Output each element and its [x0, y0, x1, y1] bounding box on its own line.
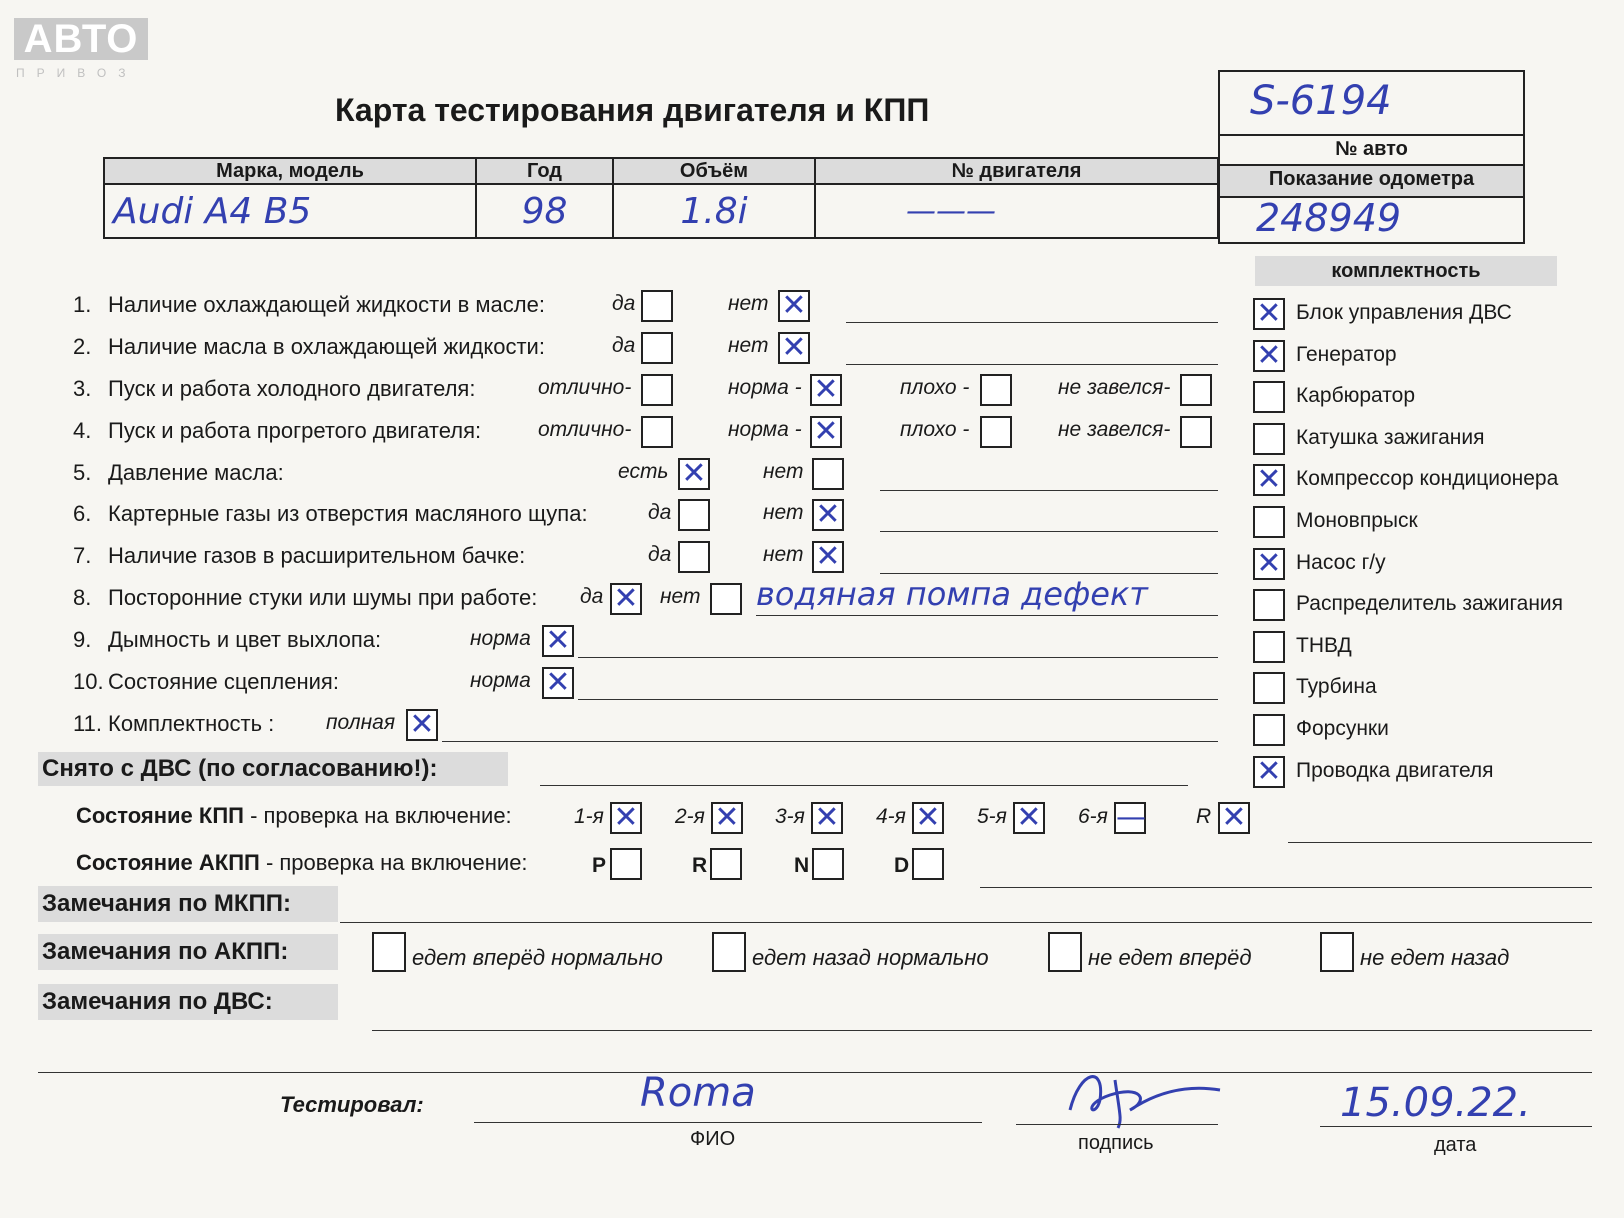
check-note: водяная помпа дефект — [756, 575, 1148, 613]
check-option-label: отлично- — [538, 418, 632, 441]
gear-checkbox-mark: ✕ — [915, 800, 941, 835]
check-yes-box[interactable] — [641, 332, 673, 364]
gear-checkbox[interactable] — [711, 802, 743, 834]
header-volume: Объём — [679, 159, 749, 182]
kpp-label: Состояние КПП - проверка на включение: — [76, 803, 512, 828]
answer-line — [756, 615, 1218, 616]
equipment-item-label: Блок управления ДВС — [1296, 301, 1512, 324]
check-question: Комплектность : — [108, 711, 275, 736]
gear-checkbox-mark: ✕ — [1016, 800, 1042, 835]
check-no-box-mark: ✕ — [815, 539, 841, 574]
check-no-label: нет — [763, 501, 804, 524]
equipment-checkbox-7[interactable] — [1253, 589, 1285, 621]
check-question: Дымность и цвет выхлопа: — [108, 627, 382, 652]
check-yes-label: да — [648, 543, 672, 566]
akpp-remark-checkbox[interactable] — [1048, 932, 1082, 972]
check-no-box-mark: ✕ — [781, 330, 807, 365]
remarks-mkpp-label: Замечания по МКПП: — [42, 890, 292, 917]
check-number: 11. — [73, 711, 102, 736]
car-info-table — [103, 157, 1219, 239]
gear-label: 3-я — [775, 805, 805, 828]
gear-label: 6-я — [1078, 805, 1108, 828]
equipment-item-label: ТНВД — [1296, 633, 1352, 657]
equipment-checkbox-11-mark: ✕ — [1256, 753, 1282, 789]
check-yes-box[interactable] — [678, 458, 710, 490]
check-number: 9. — [73, 627, 92, 652]
check-yes-box[interactable] — [678, 541, 710, 573]
check-number: 4. — [73, 418, 92, 443]
akpp-position-label: D — [894, 854, 910, 877]
equipment-item-label: Генератор — [1296, 342, 1397, 366]
check-number: 8. — [73, 585, 92, 610]
akpp-remark-checkbox[interactable] — [372, 932, 406, 972]
akpp-remark-label: не едет назад — [1360, 945, 1510, 970]
equipment-checkbox-3[interactable] — [1253, 423, 1285, 455]
check-question: Пуск и работа холодного двигателя: — [108, 376, 476, 401]
check-option-box[interactable] — [1180, 416, 1212, 448]
check-no-box[interactable] — [778, 290, 810, 322]
date-value: 15.09.22. — [1340, 1080, 1531, 1126]
check-yes-box-mark: ✕ — [681, 456, 707, 491]
odometer-label: Показание одометра — [1268, 168, 1475, 190]
akpp-label: Состояние АКПП - проверка на включение: — [76, 850, 528, 875]
model-value: Audi A4 B5 — [113, 190, 312, 232]
akpp-position-label: P — [592, 854, 607, 877]
akpp-position-box[interactable] — [912, 848, 944, 880]
gear-checkbox[interactable] — [610, 802, 642, 834]
check-yes-box[interactable] — [678, 499, 710, 531]
gear-checkbox[interactable] — [811, 802, 843, 834]
answer-line — [846, 364, 1218, 365]
check-option-box-mark: ✕ — [813, 372, 839, 407]
check-option-label: норма - — [728, 418, 802, 441]
akpp-position-label: R — [692, 854, 708, 877]
check-question: Наличие газов в расширительном бачке: — [108, 543, 526, 568]
akpp-remark-label: едет назад нормально — [752, 945, 989, 970]
equipment-item-label: Моновпрыск — [1296, 509, 1418, 532]
header-model: Марка, модель — [216, 159, 364, 182]
check-yes-box-mark: ✕ — [613, 581, 639, 616]
check-no-box[interactable] — [812, 541, 844, 573]
check-ok-label: норма — [470, 669, 531, 692]
odometer-value: 248949 — [1256, 196, 1402, 240]
check-ok-label: норма — [470, 627, 531, 650]
answer-line — [442, 741, 1218, 742]
check-ok-box[interactable] — [406, 709, 438, 741]
check-no-label: нет — [763, 460, 804, 483]
check-ok-box-mark: ✕ — [409, 707, 435, 742]
equipment-checkbox-11[interactable] — [1253, 753, 1285, 789]
check-option-box[interactable] — [1180, 374, 1212, 406]
equipment-checkbox-10[interactable] — [1253, 714, 1285, 746]
check-number: 10. — [73, 669, 104, 694]
equipment-checkbox-0-mark: ✕ — [1256, 296, 1282, 331]
gear-label: 1-я — [574, 805, 604, 828]
auto-number-value: S-6194 — [1250, 78, 1392, 124]
tested-by-label: Тестировал: — [280, 1092, 424, 1117]
check-yes-label: есть — [618, 460, 669, 483]
check-ok-box[interactable] — [542, 667, 574, 699]
answer-line — [880, 573, 1218, 574]
equipment-checkbox-9[interactable] — [1253, 672, 1285, 704]
akpp-remark-checkbox[interactable] — [1320, 932, 1354, 972]
check-question: Наличие масла в охлаждающей жидкости: — [108, 334, 545, 359]
equipment-item-label: Карбюратор — [1296, 384, 1416, 408]
equipment-item-label: Компрессор кондиционера — [1296, 467, 1559, 491]
check-option-box-mark: ✕ — [813, 414, 839, 449]
check-option-box[interactable] — [980, 416, 1012, 448]
check-no-box[interactable] — [812, 499, 844, 531]
gear-checkbox[interactable] — [1013, 802, 1045, 834]
year-value: 98 — [521, 190, 568, 232]
check-yes-label: да — [612, 334, 636, 357]
check-yes-box[interactable] — [610, 583, 642, 615]
volume-value: 1.8i — [680, 190, 748, 232]
equipment-checkbox-1-mark: ✕ — [1256, 337, 1282, 373]
check-number: 7. — [73, 543, 92, 568]
logo: АВТО — [14, 18, 148, 60]
check-no-box[interactable] — [710, 583, 742, 615]
check-option-box[interactable] — [980, 374, 1012, 406]
equipment-checkbox-4[interactable] — [1253, 464, 1285, 496]
tester-name: Roma — [640, 1070, 756, 1116]
answer-line — [578, 699, 1218, 700]
equipment-item-label: Катушка зажигания — [1296, 425, 1485, 449]
check-option-label: плохо - — [900, 418, 970, 441]
auto-number-label: № авто — [1335, 138, 1408, 160]
check-option-box[interactable] — [641, 416, 673, 448]
gear-checkbox[interactable] — [1218, 802, 1250, 834]
answer-line — [846, 322, 1218, 323]
akpp-position-box[interactable] — [812, 848, 844, 880]
akpp-remark-label: едет вперёд нормально — [412, 945, 663, 970]
auto-number-box — [1218, 70, 1525, 244]
check-yes-label: да — [580, 585, 604, 608]
gear-label: 5-я — [977, 805, 1007, 828]
check-no-box[interactable] — [778, 332, 810, 364]
gear-checkbox-mark: ✕ — [613, 800, 639, 835]
akpp-remark-label: не едет вперёд — [1088, 945, 1252, 970]
akpp-remark-checkbox[interactable] — [712, 932, 746, 972]
check-number: 3. — [73, 376, 92, 401]
gear-checkbox-mark: — — [1116, 800, 1146, 835]
header-year: Год — [527, 159, 562, 182]
removed-from-engine-label: Снято с ДВС (по согласованию!): — [42, 755, 438, 782]
check-option-box[interactable] — [810, 416, 842, 448]
check-no-label: нет — [763, 543, 804, 566]
check-ok-box-mark: ✕ — [545, 623, 571, 658]
equipment-checkbox-2[interactable] — [1253, 381, 1285, 413]
check-no-label: нет — [728, 292, 769, 315]
check-option-label: не завелся- — [1058, 376, 1171, 399]
gear-label: R — [1196, 805, 1212, 828]
signature-caption: подпись — [1078, 1132, 1154, 1154]
check-question: Пуск и работа прогретого двигателя: — [108, 418, 482, 443]
check-option-label: не завелся- — [1058, 418, 1171, 441]
check-yes-label: да — [648, 501, 672, 524]
check-question: Картерные газы из отверстия масляного щупа: — [108, 501, 588, 526]
gear-label: 4-я — [876, 805, 906, 828]
check-no-box-mark: ✕ — [781, 288, 807, 323]
engine-number-value: ——— — [906, 193, 996, 229]
check-ok-box-mark: ✕ — [545, 665, 571, 700]
equipment-item-label: Насос г/у — [1296, 550, 1386, 574]
equipment-checkbox-0[interactable] — [1253, 298, 1285, 330]
equipment-item-label: Форсунки — [1296, 717, 1389, 740]
check-question: Посторонние стуки или шумы при работе: — [108, 585, 538, 610]
answer-line — [880, 531, 1218, 532]
equipment-checkbox-1[interactable] — [1253, 337, 1285, 373]
check-option-box[interactable] — [641, 374, 673, 406]
gear-checkbox[interactable] — [912, 802, 944, 834]
akpp-position-box[interactable] — [710, 848, 742, 880]
check-number: 2. — [73, 334, 92, 359]
remarks-akpp-label: Замечания по АКПП: — [42, 938, 289, 965]
check-number: 5. — [73, 460, 92, 485]
gear-label: 2-я — [675, 805, 705, 828]
equipment-item-label: Турбина — [1296, 675, 1377, 699]
equipment-checkbox-5[interactable] — [1253, 506, 1285, 538]
gear-checkbox-mark: ✕ — [1221, 800, 1247, 835]
equipment-title: комплектность — [1331, 260, 1481, 282]
remarks-engine-label: Замечания по ДВС: — [42, 988, 273, 1015]
check-yes-box[interactable] — [641, 290, 673, 322]
equipment-item-label: Распределитель зажигания — [1296, 592, 1564, 616]
signature-image — [1060, 1060, 1230, 1130]
name-caption: ФИО — [690, 1128, 736, 1150]
check-no-box[interactable] — [812, 458, 844, 490]
check-ok-label: полная — [326, 711, 396, 734]
check-yes-label: да — [612, 292, 636, 315]
page-title: Карта тестирования двигателя и КПП — [335, 92, 930, 128]
check-question: Состояние сцепления: — [108, 669, 339, 694]
akpp-position-label: N — [794, 854, 810, 877]
equipment-item-label: Проводка двигателя — [1296, 758, 1494, 782]
date-caption: дата — [1434, 1134, 1477, 1156]
check-option-box[interactable] — [810, 374, 842, 406]
akpp-position-box[interactable] — [610, 848, 642, 880]
check-number: 1. — [73, 292, 92, 317]
equipment-checkbox-6-mark: ✕ — [1256, 545, 1282, 581]
gear-checkbox-mark: ✕ — [714, 800, 740, 835]
check-question: Давление масла: — [108, 460, 284, 485]
check-no-label: нет — [728, 334, 769, 357]
check-no-label: нет — [660, 585, 701, 608]
check-option-label: отлично- — [538, 376, 632, 399]
answer-line — [880, 490, 1218, 491]
check-option-label: норма - — [728, 376, 802, 399]
check-ok-box[interactable] — [542, 625, 574, 657]
check-option-label: плохо - — [900, 376, 970, 399]
check-question: Наличие охлаждающей жидкости в масле: — [108, 292, 545, 317]
equipment-checkbox-4-mark: ✕ — [1256, 462, 1282, 498]
answer-line — [578, 657, 1218, 658]
gear-checkbox-mark: ✕ — [814, 800, 840, 835]
header-engine-number: № двигателя — [951, 159, 1082, 182]
gear-checkbox[interactable] — [1114, 802, 1146, 834]
equipment-checkbox-8[interactable] — [1253, 631, 1285, 663]
equipment-checkbox-6[interactable] — [1253, 545, 1285, 581]
logo-subtitle: ПРИВОЗ — [16, 66, 138, 80]
check-number: 6. — [73, 501, 92, 526]
check-no-box-mark: ✕ — [815, 497, 841, 532]
